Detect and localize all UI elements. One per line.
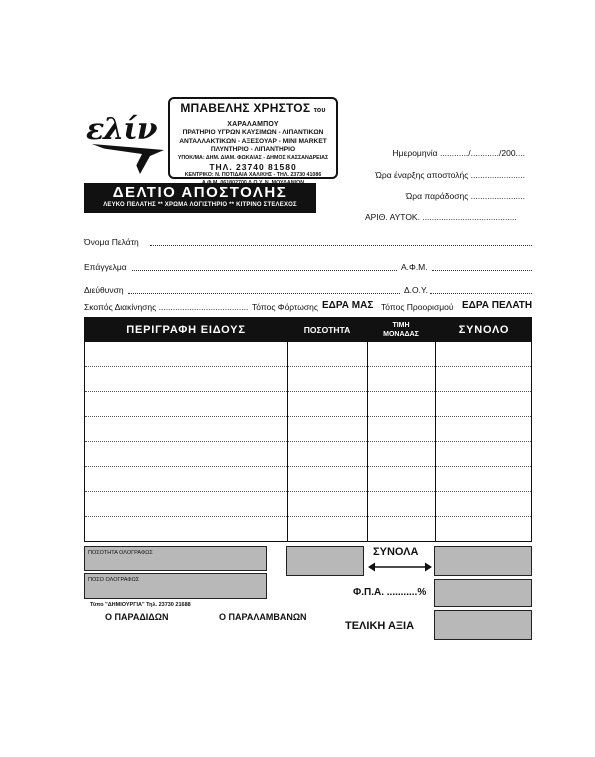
quantity-in-words-label: ΠΟΣΟΤΗΤΑ ΟΛΟΓΡΑΦΩΣ [88, 550, 153, 556]
items-table [84, 317, 532, 542]
customer-name-label: Όνομα Πελάτη [84, 237, 139, 247]
printer-info: Τύπο "ΔΗΜΙΟΥΡΓΙΑ" Τηλ. 23730 21688 [90, 602, 191, 608]
table-row-line [85, 491, 531, 492]
amount-in-words-field[interactable] [84, 573, 267, 599]
company-line: ΥΠΟΚ/ΜΑ: ΔΗΜ. ΔΙΑΜ. ΦΩΚΑΙΑΣ - ΔΗΜΟΣ ΚΑΣΣΑΝΔΡΕΙΑΣ [177, 154, 329, 161]
destination-label: Τόπος Προορισμού [381, 302, 454, 312]
final-value-box[interactable] [434, 610, 532, 640]
table-row-line [85, 366, 531, 367]
amount-in-words-label: ΠΟΣΟ ΟΛΟΓΡΑΦΩΣ [88, 577, 140, 583]
receiver-signature-label: Ο ΠΑΡΑΛΑΜΒΑΝΩΝ [219, 612, 307, 622]
document-copies-note: ΛΕΥΚΟ ΠΕΛΑΤΗΣ ** ΧΡΩΜΑ ΛΟΓΙΣΤΗΡΙΟ ** ΚΙΤΡΙΝΟ ΣΤΕΛΕΧΟΣ [103, 202, 297, 208]
vat-label: Φ.Π.Α. ...........% [353, 587, 427, 598]
company-info-box [168, 97, 338, 179]
col-unit-price: ΤΙΜΗ ΜΟΝΑΔΑΣ [383, 322, 419, 338]
table-row-line [85, 441, 531, 442]
col-description: ΠΕΡΙΓΡΑΦΗ ΕΙΔΟΥΣ [126, 324, 246, 336]
company-phone: ΤΗΛ. 23740 81580 [209, 162, 297, 172]
doy-field[interactable] [430, 293, 532, 294]
company-line: ΠΛΥΝΤΗΡΙΟ - ΛΙΠΑΝΤΗΡΙΟ [210, 146, 296, 153]
col-total: ΣΥΝΟΛΟ [458, 324, 510, 336]
column-divider [435, 318, 436, 541]
double-arrow-icon [367, 561, 433, 573]
deliverer-signature-label: Ο ΠΑΡΑΔΙΔΩΝ [105, 612, 169, 622]
afm-field[interactable] [432, 270, 532, 271]
vehicle-number-field[interactable]: ΑΡΙΘ. ΑΥΤΟΚ. ........................................ [365, 212, 517, 222]
start-time-field[interactable]: Ώρα έναρξης αποστολής ....................... [375, 170, 525, 180]
address-label: Διεύθυνση [84, 285, 124, 295]
afm-label: Α.Φ.Μ. [401, 262, 428, 272]
company-logo [86, 112, 166, 174]
vat-amount-box[interactable] [434, 579, 532, 607]
totals-label: ΣΥΝΟΛΑ [373, 546, 419, 558]
table-row-line [85, 416, 531, 417]
date-field[interactable]: Ημερομηνία ............/............/200.... [392, 148, 525, 158]
address-field[interactable] [128, 293, 400, 294]
doy-label: Δ.Ο.Υ. [404, 285, 428, 295]
quantity-in-words-field[interactable] [84, 546, 267, 571]
profession-field[interactable] [132, 270, 397, 271]
company-line: ΚΕΝΤΡΙΚΟ: Ν. ΠΟΤΙΔΑΙΑ ΧΑΛ/ΚΗΣ - ΤΗΛ. 23730 41086 [184, 172, 322, 178]
company-line: ΠΡΑΤΗΡΙΟ ΥΓΡΩΝ ΚΑΥΣΙΜΩΝ - ΛΙΠΑΝΤΙΚΩΝ [182, 129, 324, 136]
purpose-field[interactable]: Σκοπός Διακίνησης ...................................... [84, 302, 249, 312]
total-amount-box[interactable] [434, 546, 532, 576]
column-divider [367, 318, 368, 541]
document-title-banner [84, 183, 316, 213]
total-quantity-box[interactable] [286, 546, 364, 576]
customer-name-field[interactable] [150, 245, 532, 246]
profession-label: Επάγγελμα [84, 262, 127, 272]
logo-text: ελίν [86, 112, 157, 147]
company-line: ΑΝΤΑΛΛΑΚΤΙΚΩΝ - ΑΞΕΣΟΥΑΡ - MINI MARKET [179, 137, 327, 145]
logo-swoosh-icon [90, 142, 166, 176]
table-row-line [85, 516, 531, 517]
destination-value: ΕΔΡΑ ΠΕΛΑΤΗ [462, 300, 533, 311]
company-name: ΜΠΑΒΕΛΗΣ ΧΡΗΣΤΟΣ του ΧΑΡΑΛΑΜΠΟΥ [180, 101, 326, 128]
col-quantity: ΠΟΣΟΤΗΤΑ [303, 325, 351, 335]
column-divider [287, 318, 288, 541]
final-value-label: ΤΕΛΙΚΗ ΑΞΙΑ [345, 620, 415, 632]
table-row-line [85, 466, 531, 467]
items-table-header [85, 318, 531, 342]
table-row-line [85, 391, 531, 392]
document-title: ΔΕΛΤΙΟ ΑΠΟΣΤΟΛΗΣ [112, 184, 288, 201]
delivery-time-field[interactable]: Ώρα παράδοσης ....................... [405, 191, 525, 201]
loading-place-label: Τόπος Φόρτωσης [252, 302, 318, 312]
loading-place-value: ΕΔΡΑ ΜΑΣ [322, 300, 374, 311]
